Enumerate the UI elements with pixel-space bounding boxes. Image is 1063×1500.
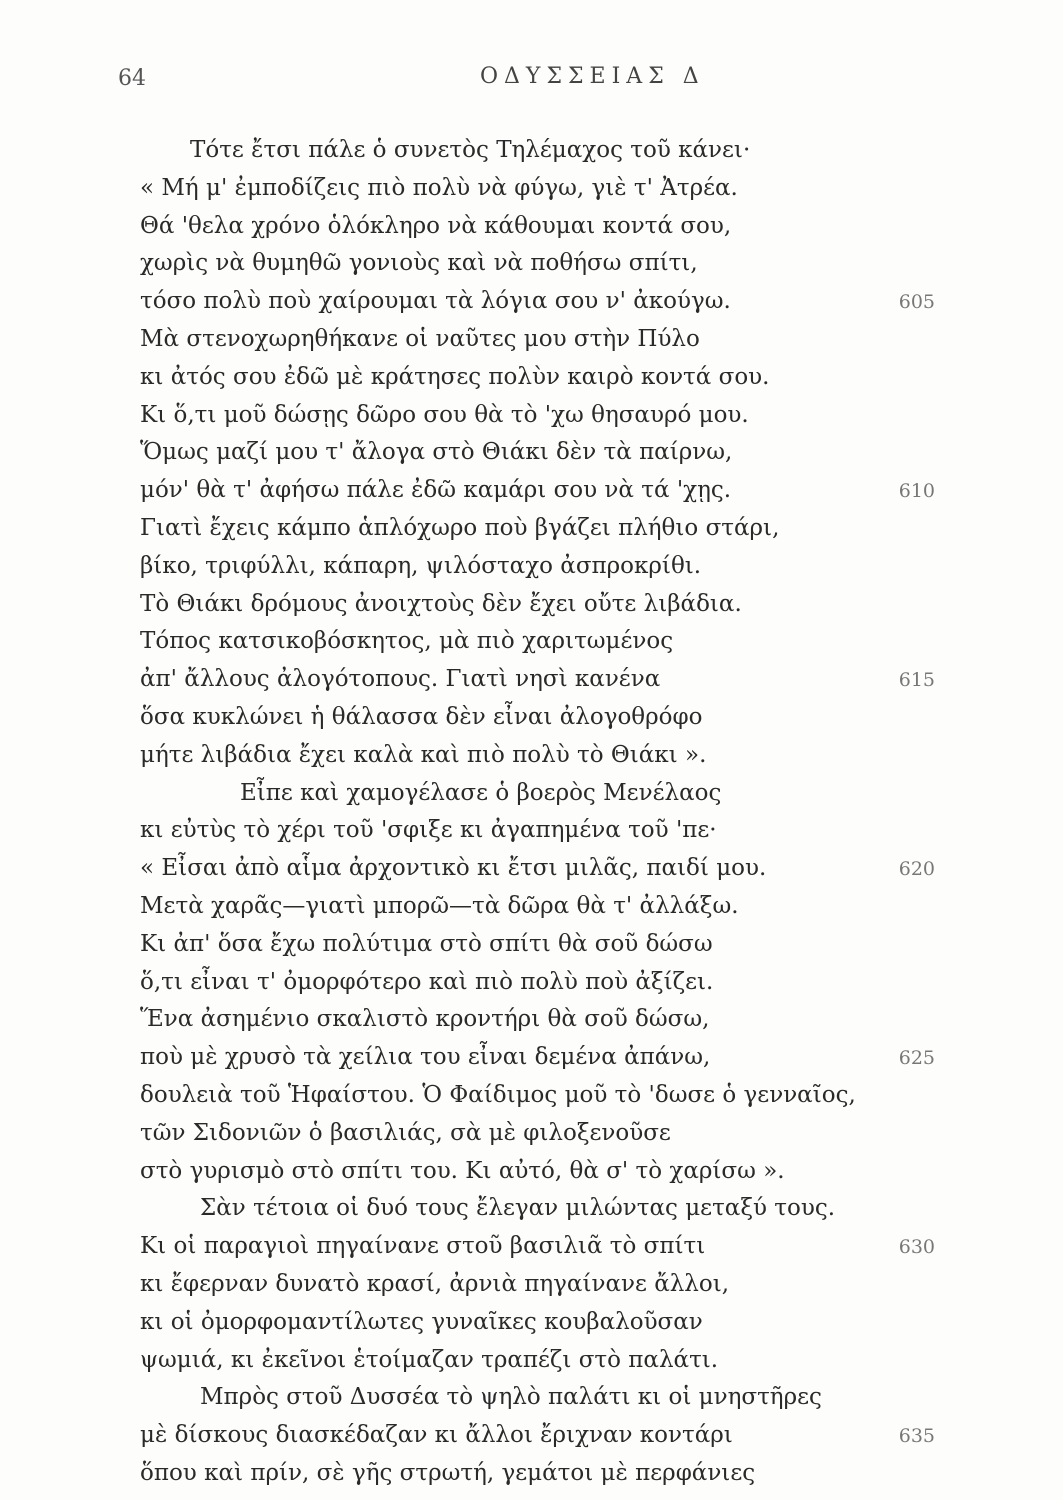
verse-line: Τὸ Θιάκι δρόμους ἀνοιχτοὺς δὲν ἔχει οὔτε λιβάδια. [140, 590, 742, 617]
verse-line: κι ἀτός σου ἐδῶ μὲ κράτησες πολὺν καιρὸ κοντά σου. [140, 363, 770, 390]
verse-line: ὅσα κυκλώνει ἡ θάλασσα δὲν εἶναι ἀλογοθρόφο [140, 704, 703, 730]
verse-line: Τότε ἔτσι πάλε ὁ συνετὸς Τηλέμαχος τοῦ κάνει· [190, 137, 751, 163]
running-head: ΟΔΥΣΣΕΙΑΣ Δ [480, 64, 705, 89]
verse-line: κι εὐτὺς τὸ χέρι τοῦ 'σφιξε κι ἀγαπημένα τοῦ 'πε· [140, 817, 717, 844]
verse-line: ὅπου καὶ πρίν, σὲ γῆς στρωτή, γεμάτοι μὲ περφάνιες [140, 1460, 756, 1486]
line-number: 630 [898, 1236, 935, 1259]
verse-line: ὅ,τι εἶναι τ' ὀμορφότερο καὶ πιὸ πολὺ ποὺ ἀξίζει. [140, 968, 714, 995]
verse-line: Κι οἱ παραγιοὶ πηγαίνανε στοῦ βασιλιᾶ τὸ σπίτι [140, 1233, 706, 1260]
verse-line: χωρὶς νὰ θυμηθῶ γονιοὺς καὶ νὰ ποθήσω σπίτι, [140, 250, 698, 277]
verse-line: « Μή μ' ἐμποδίζεις πιὸ πολὺ νὰ φύγω, γιὲ τ' Ἀτρέα. [140, 174, 738, 201]
verse-line: μόν' θὰ τ' ἀφήσω πάλε ἐδῶ καμάρι σου νὰ τά 'χῃς. [140, 477, 732, 504]
verse-line: μήτε λιβάδια ἔχει καλὰ καὶ πιὸ πολὺ τὸ Θιάκι ». [140, 741, 707, 768]
verse-line: Θά 'θελα χρόνο ὁλόκληρο νὰ κάθουμαι κοντά σου, [140, 212, 732, 239]
verse-line: βίκο, τριφύλλι, κάπαρη, ψιλόσταχο ἀσπροκρίθι. [140, 552, 702, 579]
line-number: 635 [898, 1425, 935, 1448]
verse-line: Κι ἀπ' ὅσα ἔχω πολύτιμα στὸ σπίτι θὰ σοῦ δώσω [140, 930, 713, 957]
line-number: 605 [898, 291, 935, 314]
verse-line: Εἶπε καὶ χαμογέλασε ὁ βοερὸς Μενέλαος [240, 779, 722, 806]
verse-line: τόσο πολὺ ποὺ χαίρουμαι τὰ λόγια σου ν' ἀκούγω. [140, 288, 731, 315]
verse-line: Μὰ στενοχωρηθήκανε οἱ ναῦτες μου στὴν Πύλο [140, 326, 700, 352]
verse-line: Ὅμως μαζί μου τ' ἄλογα στὸ Θιάκι δὲν τὰ παίρνω, [140, 439, 733, 466]
verse-line: Τόπος κατσικοβόσκητος, μὰ πιὸ χαριτωμένος [140, 628, 674, 655]
verse-line: ποὺ μὲ χρυσὸ τὰ χείλια του εἶναι δεμένα ἀπάνω, [140, 1044, 711, 1071]
verse-line: κι ἔφερναν δυνατὸ κρασί, ἀρνιὰ πηγαίνανε ἄλλοι, [140, 1271, 730, 1297]
line-number: 625 [898, 1047, 935, 1070]
verse-line: « Εἶσαι ἀπὸ αἷμα ἀρχοντικὸ κι ἔτσι μιλᾶς, παιδί μου. [140, 855, 767, 882]
verse-line: Ἕνα ἀσημένιο σκαλιστὸ κροντήρι θὰ σοῦ δώσω, [140, 1006, 710, 1033]
verse-line: Σὰν τέτοια οἱ δυό τους ἔλεγαν μιλώντας μεταξύ τους. [200, 1195, 836, 1222]
verse-line: Γιατὶ ἔχεις κάμπο ἁπλόχωρο ποὺ βγάζει πλήθιο στάρι, [140, 515, 780, 541]
verse-line: Κι ὅ,τι μοῦ δώσῃς δῶρο σου θὰ τὸ 'χω θησαυρό μου. [140, 401, 749, 428]
verse-line: κι οἱ ὀμορφομαντίλωτες γυναῖκες κουβαλοῦσαν [140, 1308, 703, 1335]
line-number: 610 [898, 480, 935, 503]
verse-line: Μπρὸς στοῦ Δυσσέα τὸ ψηλὸ παλάτι κι οἱ μνηστῆρες [200, 1384, 822, 1411]
verse-line: ἀπ' ἄλλους ἀλογότοπους. Γιατὶ νησὶ κανένα [140, 666, 661, 693]
line-number: 615 [898, 669, 935, 692]
verse-line: δουλειὰ τοῦ Ἡφαίστου. Ὁ Φαίδιμος μοῦ τὸ 'δωσε ὁ γενναῖος, [140, 1082, 856, 1108]
page-number: 64 [118, 66, 146, 91]
verse-line: Μετὰ χαρᾶς—γιατὶ μπορῶ—τὰ δῶρα θὰ τ' ἀλλάξω. [140, 893, 739, 919]
line-number: 620 [898, 858, 935, 881]
verse-line: τῶν Σιδονιῶν ὁ βασιλιάς, σὰ μὲ φιλοξενοῦσε [140, 1119, 671, 1146]
verse-line: μὲ δίσκους διασκέδαζαν κι ἄλλοι ἔριχναν κοντάρι [140, 1422, 733, 1449]
verse-line: ψωμιά, κι ἐκεῖνοι ἑτοίμαζαν τραπέζι στὸ παλάτι. [140, 1346, 719, 1373]
verse-line: στὸ γυρισμὸ στὸ σπίτι του. Κι αὐτό, θὰ σ' τὸ χαρίσω ». [140, 1157, 785, 1184]
